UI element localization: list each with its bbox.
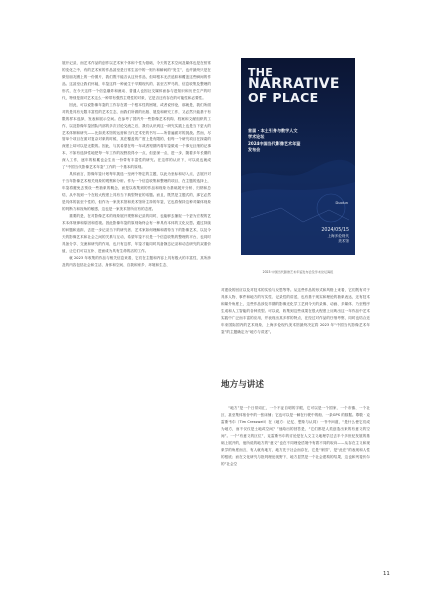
poster-title-line: THE xyxy=(248,66,274,79)
body-paragraph: “地方”是一个日常词汇，一个不证自明的字眼，它可以是一个国家、一个市镇、一个社区、甚至集体宿舍中的一张床铺；它也可以是一瞬在行驶中的船、一条GPS 的数据。尊敬 · 克雷斯韦尔（Tim Cresswell）在《地方：记忆、想象与认同》一书中问道，“是什么使它们成为地方，而不仅仅是土地或空间？”他给出的回答是，“它们都是人类创造出来的有意义的空间”。一个“有意义的区位”，克雷斯韦尔的讨论是在人文主义地理学过去半个多世纪发展的基础上展开的，他所说的地方的“意义”也在不同理论语境中有着不同的取向——从存在主义和现象学的角度而言，有人就有地方，地方先于社会而存在，它是“家园”，是“此在”的表现和人性的根底；而在文化研究与批判理论视野下，地方显然是一个社会建构的结果，这也和列斐伏尔的“社会空 xyxy=(221,406,370,466)
poster-date-line: 上海多伦现代 xyxy=(327,234,349,238)
body-paragraph: 就 2023 年收集的作品与相关信息来看，它们在主题和内容上具有极大的丰富性，其所涉及的内容包括社会和生活、身体和空间、自我和家乡、环境和生态、 xyxy=(62,255,211,267)
left-text-column xyxy=(62,60,211,269)
poster-title-line: NARRATIVE xyxy=(248,76,340,92)
poster-subtitle-line: 2024中国当代影像艺术年鉴 xyxy=(248,141,301,146)
poster-date-line: 2024/05/15 xyxy=(321,228,349,233)
body-paragraph: 对建设的回应以及对技术的实验与反思等等。从这些作品的形式和风格上来看，它们既有对于具体人物、事件和地方的写实性、记录性的讲述，也有基于现实和理论的抽象表达，还有技术和媒介角度上，这些作品涉及早期的影像光化学工艺到今天的录像、动画、多媒体、乃至程序生成和人工智能的各种类型。可以说，收集到这些成果在很大程度上反映出这一年作品中艺术实践中广泛而丰富的应用，并表现出其多样的特点，在经过对作品的仔细考察，同时也结合近年来国际国内的艺术现象，上海多伦现代美术馆最终决定将 2023 年“中国当代影像艺术年鉴”的主题确定为“地方与讲述”。 xyxy=(221,288,370,334)
poster-subtitle-line: 学术论坛 xyxy=(248,134,265,139)
poster-date-line: 美术馆 xyxy=(338,238,349,243)
poster-logo: Duolun xyxy=(335,201,348,205)
event-poster xyxy=(241,58,355,255)
section-heading: 地方与讲述 xyxy=(221,380,264,390)
figure-caption: 2023 中国当代影像艺术年鉴发布会及学术论坛海报 xyxy=(262,270,334,274)
poster-date xyxy=(303,228,349,243)
right-text-column-bottom xyxy=(221,405,370,468)
poster-title-line: OF PLACE xyxy=(248,90,319,105)
body-paragraph: 重要的是，在对影像艺术的现象展开观察和记录的同时，也能够去捕捉一个更为宏观的艺术本体规律和原因和语境。因此影像年鉴的原则始终会有一种具有本体的文化反思。通过持续的问题和追踪，去进一步记录当下的研究者、艺术家如何理解和看待当下的影像艺术，以及今天的影像艺术和社会之间的关系与互动，希望年鉴不仅是一个信息收集的整理的平台，也同时具备分享、交流和研究的作用，也只有这样，年鉴才能同时具备静态记录和动态研究的双重价值，让它们可以互补、进而成为具有生命的活的工作。 xyxy=(62,213,211,253)
body-paragraph: 展开记录，而艺术作品的创作以艺术家个体和个性为基础，今天的艺术空间及媒体也是在恒常的变化之中，有的艺术家的作品甚至是日常生活中的一则片和瞬间的“发生”，也许最终只是在微信朋友圈上的一份图片，我们既不能否认这份作品，但却根本无法追踪和覆盖这些瞬间的作品。这甚至让我们怀疑，年鉴这样一种诞生于早期现代的、甚至古罗马的，信息收集及整理的形式，在今天这样一个信息爆炸和流动、普通人也因社交媒体而参与进知识和历史生产的时代，特别是面对艺术这么一种带有强烈主观性的对象，它是否还有存在的可能性和必要性。 xyxy=(62,61,211,100)
poster-subtitle-line: 发布会 xyxy=(248,147,261,152)
right-text-column-top xyxy=(221,287,370,336)
page-number: 11 xyxy=(383,571,390,577)
poster-title xyxy=(248,68,348,104)
body-paragraph: 因此，可以说影像年鉴的工作存在着一个根本性的困境，或者说悖论，那就是，我们所面对的是具有无限丰富性的艺术生态，而我们所做的出版、展览和研究工作，又必然只能基于有限的样本选择，发表和展示空间。在参考了国内外一些影像艺术机构、档案和文献组织的工作，以及影像年鉴团队内部的多次讨论交流之后，我们认识到这一研究实践上也是当下更大的艺术体制和研究——比如美术馆的运营和当代艺术史的书写——所普遍面对的挑战。然而，尽管单个项目在面对复杂对象的时候，其在覆盖的广度上是有限的，但每一个研究项目在探索的深度上却可以是无限的。因此，与其希望在每一年或者短期内将年鉴做成一个事无巨细的记事本，不如有选择性地把每一年工作的视野放得小一点，但更深一点，进一步，随着多年长期的深入工作，逐年的积累也会生出一份带有丰富性的研究。在这样的认识下，可以说也就成了“中国当代影像艺术年鉴”工作的一个基本的原则。 xyxy=(62,102,211,170)
poster-subtitle-line: 首届 · 本土引身与数字人文 xyxy=(248,128,298,133)
body-paragraph: 具体而言，影像年鉴计划每年挑选一至两个特定的主题，以此为坐标和切入点，去展开对于当年影像艺术相关现象的观察和分析。作为一个信息收集和整理的项目，在主题的选择上，年鉴将避免去预设一些抽象的概念，而是以收集到的作品和现象为基础展开分析、归纳和总结，从中找到一个在较大程度上具有当下典型特征的话题。而且，既然是主题式的，那它必然是具体的甚至个性的，但作为一家美术馆和美术馆所主持的年鉴，它也将保持这种对媒体现象的判断力和视角的敏感，这也是一家美术馆所应有的态度。 xyxy=(62,172,211,212)
